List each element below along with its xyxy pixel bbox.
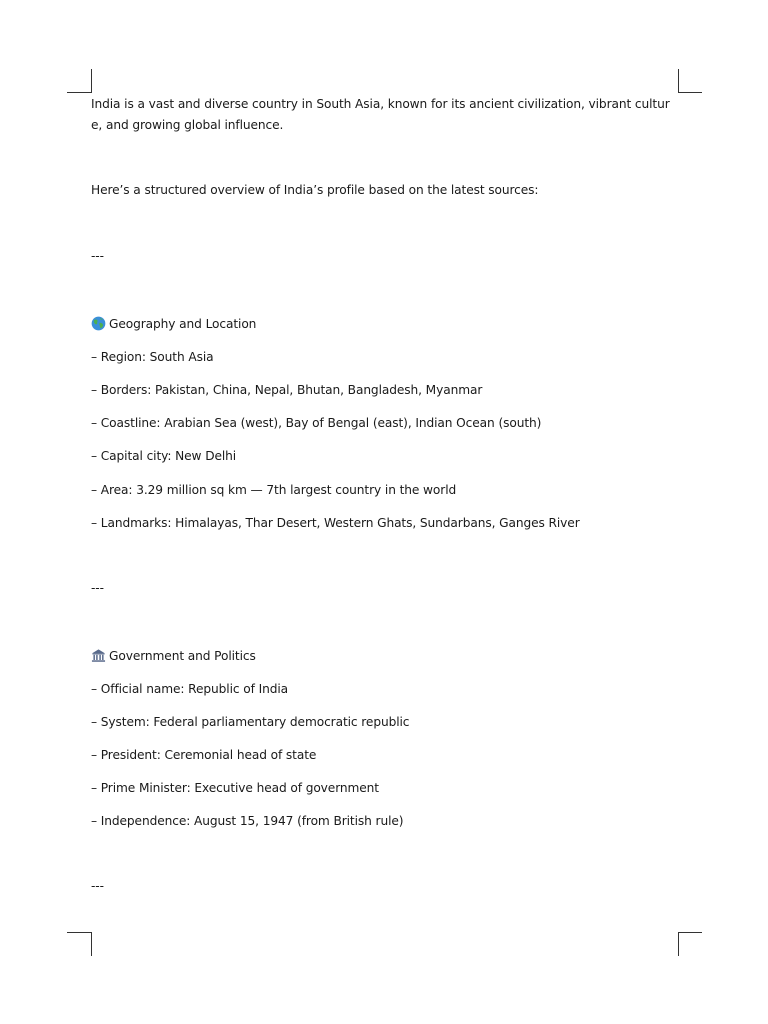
list-item: – Area: 3.29 million sq km — 7th largest country in the world	[91, 483, 457, 497]
list-item: – Capital city: New Delhi	[91, 449, 237, 463]
crop-mark-bottom-left	[67, 932, 91, 933]
section-heading-label: Government and Politics	[109, 649, 256, 663]
list-item: – Independence: August 15, 1947 (from British rule)	[91, 814, 404, 828]
crop-mark-bottom-right	[678, 932, 679, 956]
separator: ---	[91, 879, 104, 893]
list-item: – Official name: Republic of India	[91, 682, 288, 696]
crop-mark-top-right	[678, 69, 679, 93]
list-item: – Region: South Asia	[91, 350, 214, 364]
intro-paragraph: India is a vast and diverse country in South Asia, known for its ancient civilization, vibrant culture, and growing global influence.	[91, 97, 670, 132]
list-item: – Coastline: Arabian Sea (west), Bay of Bengal (east), Indian Ocean (south)	[91, 416, 542, 430]
section-heading-geography	[91, 316, 256, 332]
section-heading-label: Geography and Location	[109, 317, 257, 331]
intro-lead: Here’s a structured overview of India’s profile based on the latest sources:	[91, 183, 539, 197]
globe-icon	[91, 316, 106, 331]
list-item: – President: Ceremonial head of state	[91, 748, 317, 762]
crop-mark-bottom-right	[678, 932, 702, 933]
crop-mark-bottom-left	[91, 932, 92, 956]
crop-mark-top-left	[91, 69, 92, 93]
separator: ---	[91, 581, 104, 595]
section-heading-government	[91, 648, 256, 664]
crop-mark-top-left	[67, 92, 91, 93]
list-item: – Prime Minister: Executive head of government	[91, 781, 379, 795]
crop-mark-top-right	[678, 92, 702, 93]
separator: ---	[91, 249, 104, 263]
classical-building-icon	[91, 648, 106, 663]
list-item: – System: Federal parliamentary democratic republic	[91, 715, 410, 729]
list-item: – Borders: Pakistan, China, Nepal, Bhutan, Bangladesh, Myanmar	[91, 383, 483, 397]
list-item: – Landmarks: Himalayas, Thar Desert, Western Ghats, Sundarbans, Ganges River	[91, 516, 580, 530]
